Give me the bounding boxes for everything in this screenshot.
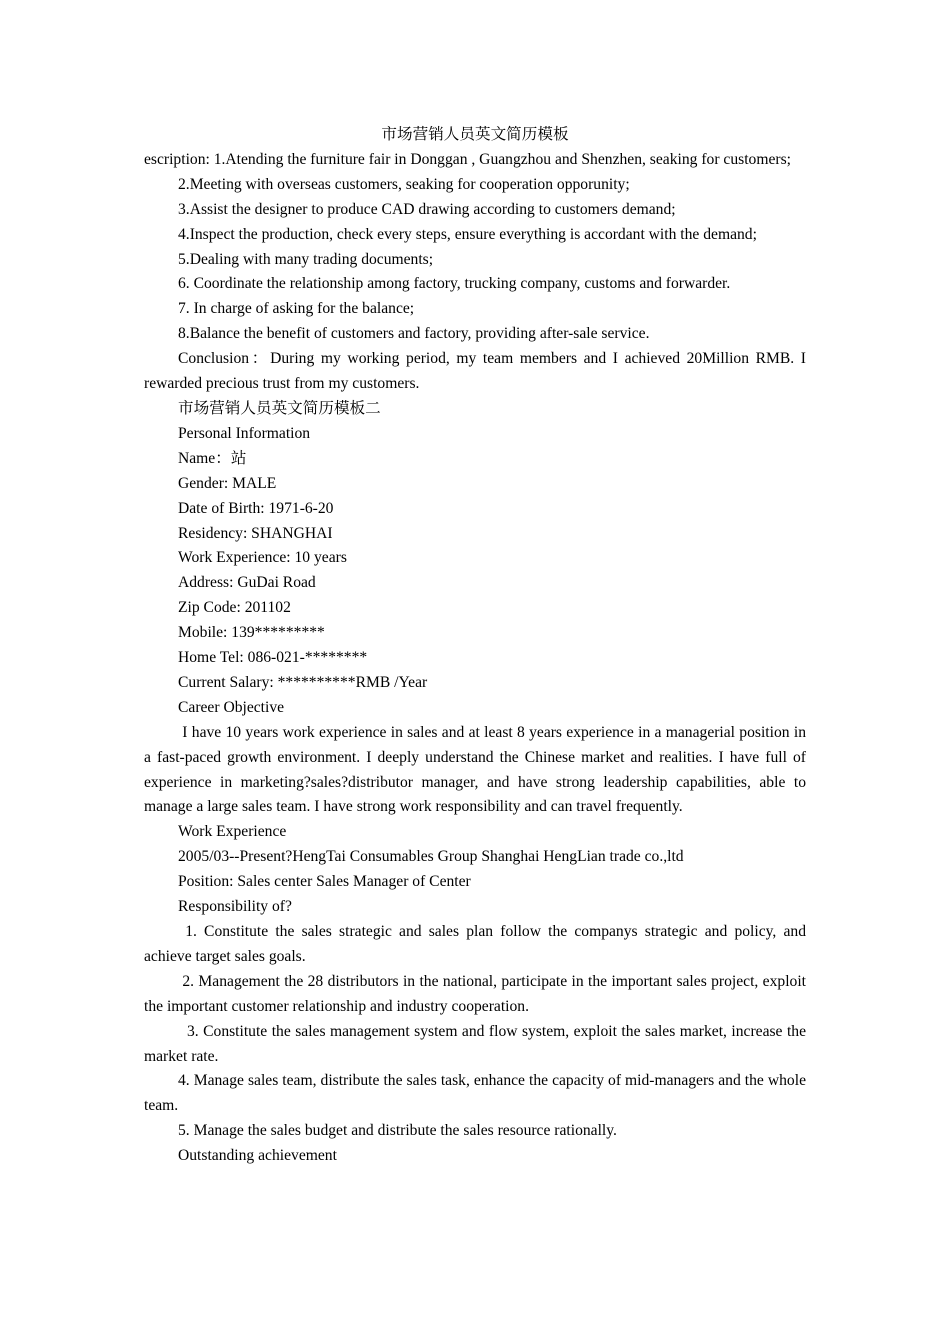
paragraph: 2. Management the 28 distributors in the national, participate in the important sales project, exploit the important customer relationship and industry cooperation. xyxy=(144,972,810,1015)
document-title: 市场营销人员英文简历模板 xyxy=(381,126,569,143)
paragraph: Career Objective xyxy=(178,698,285,716)
paragraph: 7. In charge of asking for the balance; xyxy=(178,300,415,318)
paragraph: 2005/03--Present?HengTai Consumables Group Shanghai HengLian trade co.,ltd xyxy=(178,848,684,866)
paragraph: Work Experience xyxy=(178,823,287,841)
paragraph: 5. Manage the sales budget and distribute the sales resource rationally. xyxy=(178,1122,617,1140)
paragraph: Residency: SHANGHAI xyxy=(178,524,333,542)
paragraph: Work Experience: 10 years xyxy=(178,549,347,567)
paragraph: Conclusion：During my working period, my team members and I achieved 20Million RMB. I rewarded precious trust from my customers. xyxy=(144,350,810,393)
paragraph: Outstanding achievement xyxy=(178,1147,337,1165)
paragraph: 2.Meeting with overseas customers, seaking for cooperation opporunity; xyxy=(178,175,630,193)
paragraph: Home Tel: 086-021-******** xyxy=(178,649,368,667)
paragraph: 市场营销人员英文简历模板二 xyxy=(178,399,381,417)
paragraph: Gender: MALE xyxy=(178,474,277,492)
paragraph: 4. Manage sales team, distribute the sales task, enhance the capacity of mid-managers and the whole team. xyxy=(144,1072,810,1115)
document-page xyxy=(144,123,810,1169)
paragraph: I have 10 years work experience in sales and at least 8 years experience in a managerial position in a fast-paced growth environment. I deeply understand the Chinese market and realities. I have full of experience in marketing?sales?distributor manager, and have strong leadership capabilities, able to manage a large sales team. I have strong work responsibility and can travel frequently. xyxy=(144,723,810,816)
paragraph: 1. Constitute the sales strategic and sales plan follow the companys strategic and policy, and achieve target sales goals. xyxy=(144,923,810,965)
paragraph: Address: GuDai Road xyxy=(178,574,316,592)
paragraph: escription: 1.Atending the furniture fair in Donggan , Guangzhou and Shenzhen, seaking for customers; xyxy=(144,150,791,168)
paragraph: Current Salary: **********RMB /Year xyxy=(178,673,428,691)
paragraph: 8.Balance the benefit of customers and factory, providing after-sale service. xyxy=(178,325,650,343)
paragraph: 3. Constitute the sales management system and flow system, exploit the sales market, increase the market rate. xyxy=(144,1022,810,1065)
paragraph: Personal Information xyxy=(178,424,311,442)
paragraph: 6. Coordinate the relationship among factory, trucking company, customs and forwarder. xyxy=(178,275,731,293)
paragraph: Zip Code: 201102 xyxy=(178,599,291,617)
paragraph: Date of Birth: 1971-6-20 xyxy=(178,499,334,517)
paragraph: 3.Assist the designer to produce CAD drawing according to customers demand; xyxy=(178,200,676,218)
paragraph: Position: Sales center Sales Manager of Center xyxy=(178,873,471,891)
paragraph: Mobile: 139********* xyxy=(178,624,325,642)
paragraph: Name：站 xyxy=(178,449,247,467)
paragraph: 5.Dealing with many trading documents; xyxy=(178,250,434,268)
paragraph: 4.Inspect the production, check every steps, ensure everything is accordant with the demand; xyxy=(178,225,757,243)
paragraph: Responsibility of? xyxy=(178,898,292,916)
document-body xyxy=(144,148,810,1169)
